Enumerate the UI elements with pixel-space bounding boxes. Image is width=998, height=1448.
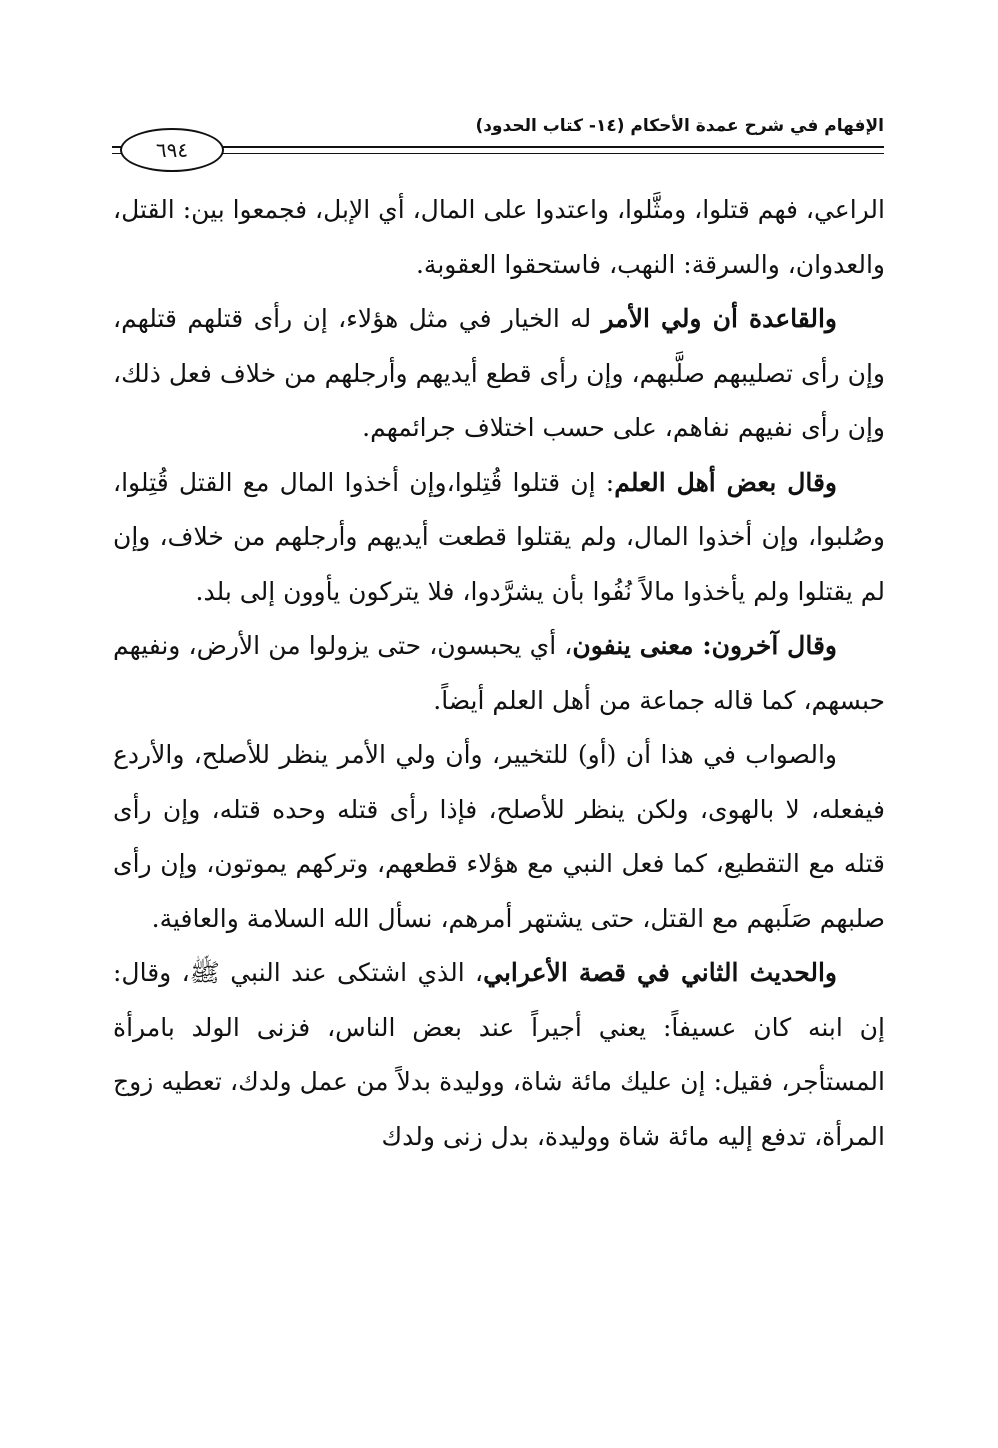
- paragraph-2-text: له الخيار في مثل هؤلاء، إن رأى قتلهم قتلهم، وإن رأى تصليبهم صلَّبهم، وإن رأى قطع أيديهم وأرجلهم من خلاف فعل ذلك، وإن رأى نفيهم نفاهم، على حسب اختلاف جرائمهم.: [113, 304, 885, 442]
- header-title: الإفهام في شرح عمدة الأحكام (١٤- كتاب الحدود): [475, 116, 884, 136]
- paragraph-3: [113, 456, 885, 620]
- paragraph-3-bold: وقال بعض أهل العلم: [614, 467, 838, 497]
- header-rule: [112, 146, 884, 154]
- paragraph-5: والصواب في هذا أن (أو) للتخيير، وأن ولي الأمر ينظر للأصلح، والأردع فيفعله، لا بالهوى، ولكن ينظر للأصلح، فإذا رأى قتله وحده قتله، وإن رأى قتله مع التقطيع، كما فعل النبي مع هؤلاء قطعهم، وتركهم يموتون، وإن رأى صلبهم صَلَبهم مع القتل، حتى يشتهر أمرهم، نسأل الله السلامة والعافية.: [113, 740, 885, 933]
- paragraph-1: الراعي، فهم قتلوا، ومثَّلوا، واعتدوا على المال، أي الإبل، فجمعوا بين: القتل، والعدوان، والسرقة: النهب، فاستحقوا العقوبة.: [113, 195, 885, 279]
- paragraph-4-text: ، أي يحبسون، حتى يزولوا من الأرض، ونفيهم حبسهم، كما قاله جماعة من أهل العلم أيضاً.: [113, 631, 885, 715]
- page-number: ٦٩٤: [155, 138, 189, 162]
- paragraph-2: [113, 292, 885, 456]
- paragraph-6-bold: والحديث الثاني في قصة الأعرابي: [483, 958, 838, 987]
- page-number-oval: [120, 128, 224, 172]
- paragraph-4-bold: وقال آخرون: معنى ينفون: [572, 631, 837, 660]
- paragraph-2-bold: والقاعدة أن ولي الأمر: [601, 304, 838, 333]
- paragraph-3-text: : إن قتلوا قُتِلوا،وإن أخذوا المال مع القتل قُتِلوا، وصُلبوا، وإن أخذوا المال، ولم يقتلوا قطعت أيديهم وأرجلهم من خلاف، وإن لم يقتلوا ولم يأخذوا مالاً نُفُوا بأن يشرَّدوا، فلا يتركون يأوون إلى بلد.: [113, 467, 885, 606]
- paragraph-6-text: ، الذي اشتكى عند النبي ﷺ، وقال: إن ابنه كان عسيفاً: يعني أجيراً عند بعض الناس، فزنى الولد بامرأة المستأجر، فقيل: إن عليك مائة شاة، ووليدة بدلاً من عمل ولدك، تعطيه زوج المرأة، تدفع إليه مائة شاة ووليدة، بدل زنى ولدك: [113, 958, 885, 1151]
- running-header: [112, 108, 884, 178]
- page-body: [113, 183, 885, 1164]
- paragraph-6: [113, 946, 885, 1164]
- paragraph-4: [113, 619, 885, 728]
